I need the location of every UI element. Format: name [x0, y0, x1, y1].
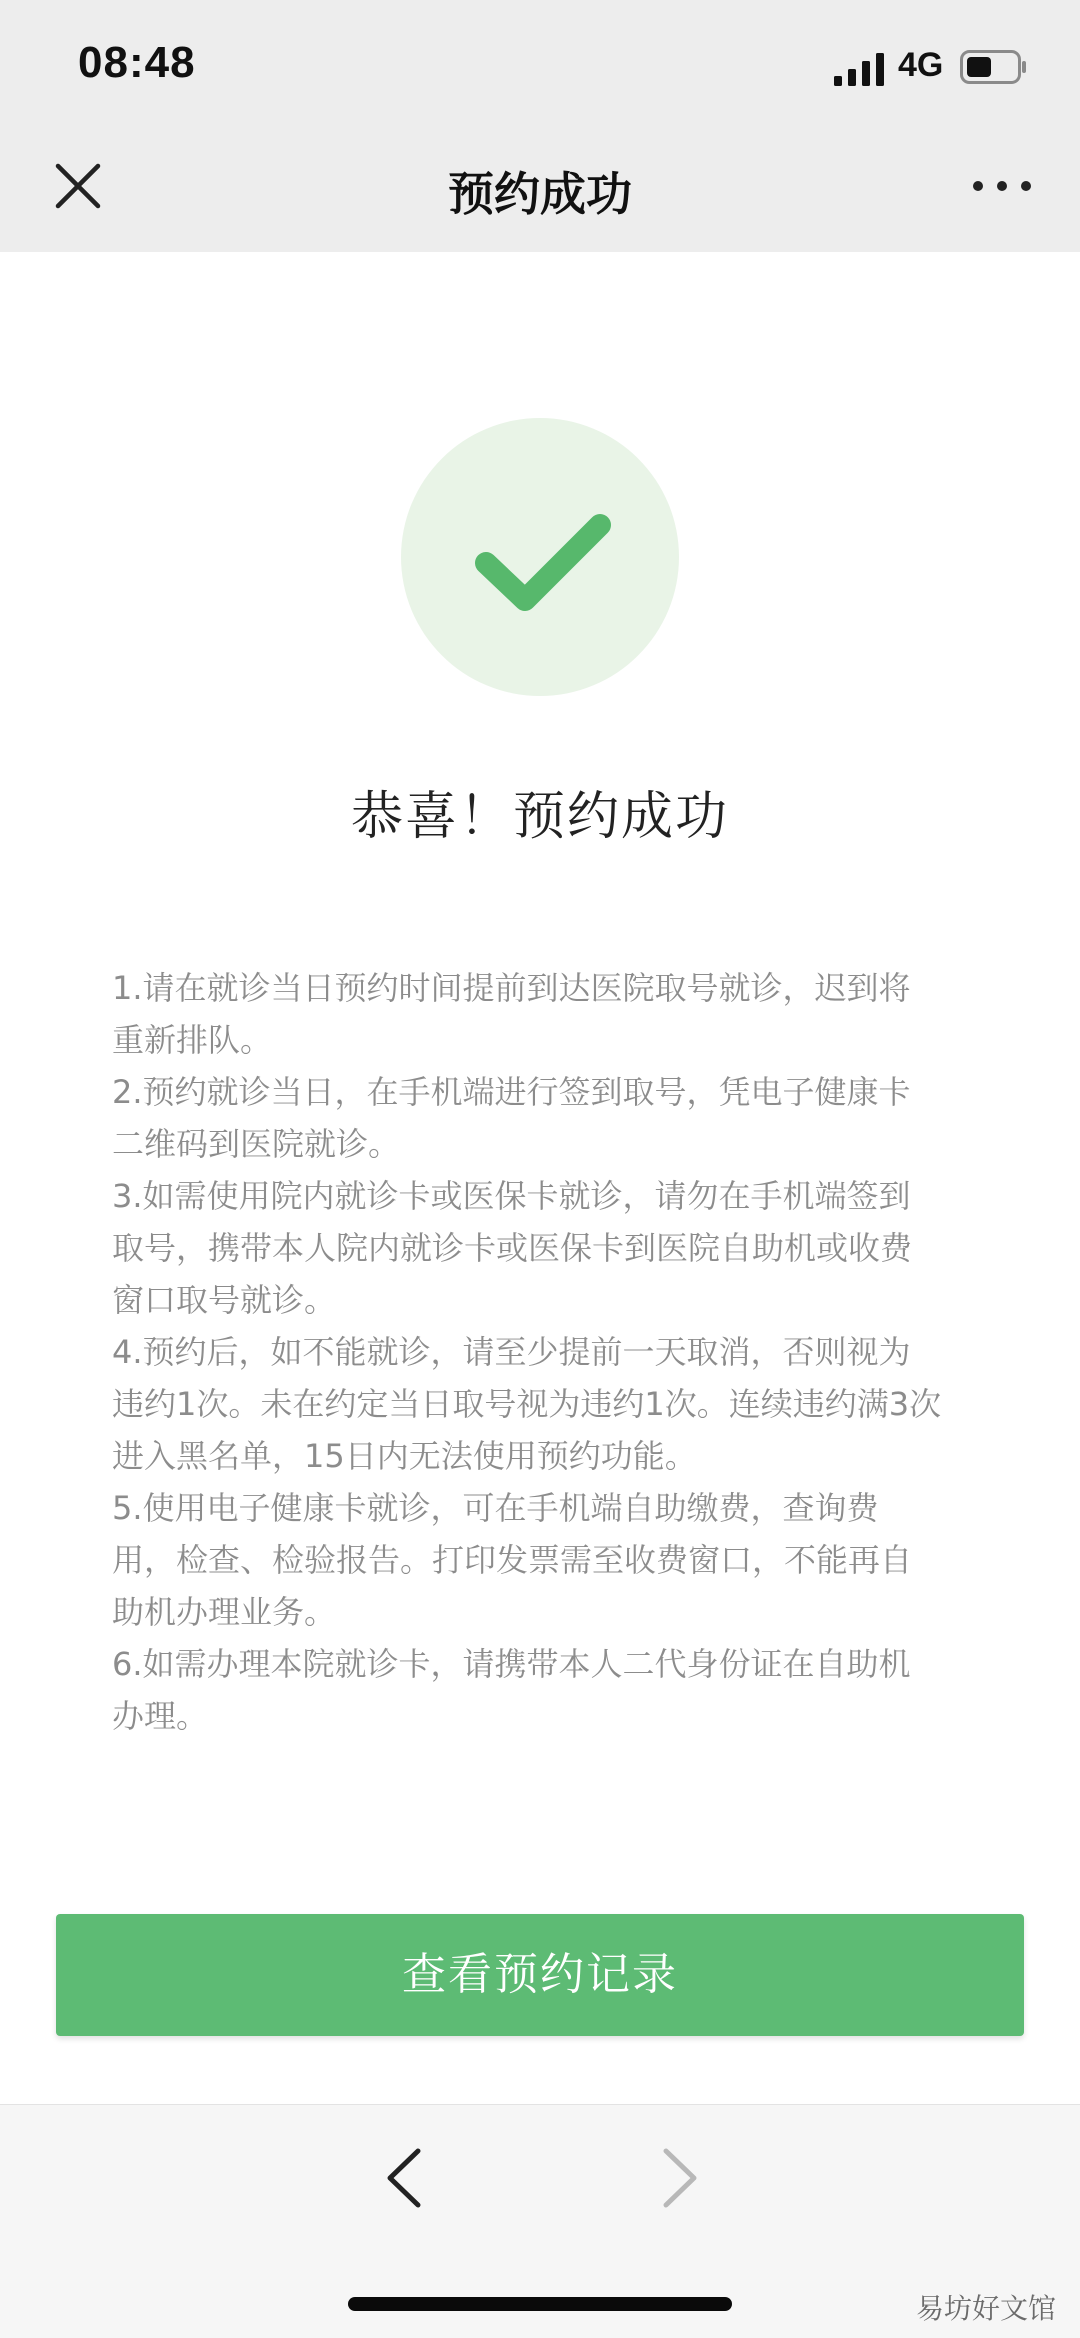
notice-line: 违约1次。未在约定当日取号视为违约1次。连续违约满3次	[112, 1385, 942, 1423]
watermark: 易坊好文馆	[915, 2292, 1056, 2325]
notice-line: 用，检查、检验报告。打印发票需至收费窗口，不能再自	[112, 1541, 913, 1579]
notice-line: 4.预约后，如不能就诊，请至少提前一天取消，否则视为	[112, 1333, 911, 1371]
nav-bar	[0, 128, 1080, 252]
notice-line: 办理。	[112, 1697, 209, 1735]
status-time: 08:48	[78, 38, 196, 87]
notice-line: 2.预约就诊当日，在手机端进行签到取号，凭电子健康卡	[112, 1073, 911, 1111]
signal-icon	[834, 52, 886, 86]
appointment-notice	[112, 962, 992, 1742]
battery-icon	[960, 50, 1028, 84]
notice-line: 窗口取号就诊。	[112, 1281, 337, 1319]
home-indicator[interactable]	[348, 2297, 732, 2311]
page-title: 预约成功	[448, 167, 632, 221]
notice-line: 3.如需使用院内就诊卡或医保卡就诊，请勿在手机端签到	[112, 1177, 911, 1215]
notice-line: 取号，携带本人院内就诊卡或医保卡到医院自助机或收费	[112, 1229, 913, 1267]
notice-line: 5.使用电子健康卡就诊，可在手机端自助缴费，查询费	[112, 1489, 879, 1527]
status-bar	[0, 0, 1080, 128]
notice-line: 助机办理业务。	[112, 1593, 337, 1631]
chevron-left-icon[interactable]	[376, 2145, 432, 2211]
chevron-right-icon[interactable]	[652, 2145, 708, 2211]
notice-line: 6.如需办理本院就诊卡，请携带本人二代身份证在自助机	[112, 1645, 911, 1683]
success-headline: 恭喜！预约成功	[350, 787, 729, 847]
notice-line: 二维码到医院就诊。	[112, 1125, 401, 1163]
success-badge	[401, 418, 679, 696]
notice-line: 重新排队。	[112, 1021, 273, 1059]
checkmark-icon	[401, 418, 679, 696]
more-dots-icon[interactable]	[970, 168, 1034, 204]
notice-line: 进入黑名单，15日内无法使用预约功能。	[112, 1437, 697, 1475]
network-label: 4G	[898, 46, 944, 84]
notice-line: 1.请在就诊当日预约时间提前到达医院取号就诊，迟到将	[112, 969, 911, 1007]
view-records-button[interactable]: 查看预约记录	[56, 1914, 1024, 2036]
